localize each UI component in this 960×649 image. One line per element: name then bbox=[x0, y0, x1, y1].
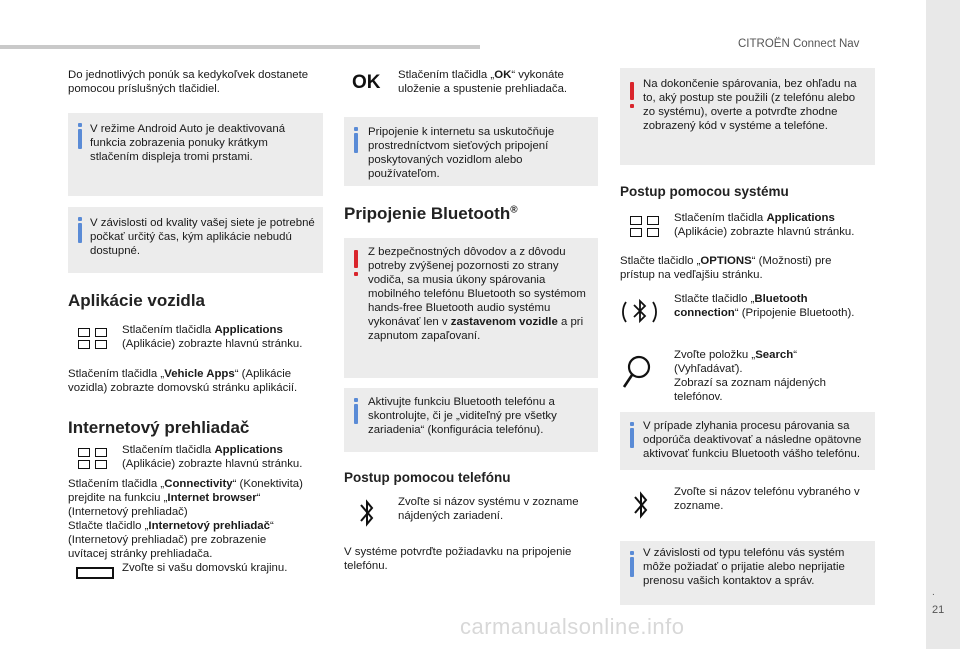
heading-phone-procedure: Postup pomocou telefónu bbox=[344, 470, 511, 485]
note-contacts-transfer bbox=[620, 541, 875, 605]
warning-icon bbox=[630, 82, 634, 100]
warning-text: Z bezpečnostných dôvodov a z dôvodu potreby zvýšenej pozornosti zo strany vodiča, sa musia úkony spárovania mobilného telefónu Bluetooth so systémom hands-free Bluetooth audio systému vykonávať len v zastavenom vozidle a pri zapnutom zapaľovaní. bbox=[368, 246, 586, 342]
note-network bbox=[68, 207, 323, 273]
info-icon bbox=[630, 557, 634, 577]
page-number: 21 bbox=[932, 604, 945, 616]
country-bar-icon bbox=[76, 567, 114, 579]
bluetooth-icon bbox=[632, 488, 650, 522]
ok-icon: OK bbox=[352, 72, 381, 93]
step-applications: Stlačením tlačidla Applications (Aplikácie) zobrazte hlavnú stránku. bbox=[674, 212, 855, 238]
warning-pairing bbox=[620, 68, 875, 165]
note-bluetooth-visible bbox=[344, 388, 598, 452]
note-text: V závislosti od kvality vašej siete je potrebné počkať určitý čas, kým aplikácie nebudú dostupné. bbox=[90, 217, 315, 257]
bluetooth-connection-icon bbox=[618, 290, 662, 334]
applications-icon bbox=[78, 448, 108, 470]
step-search: Zvoľte položku „Search“ (Vyhľadávať). Zobrazí sa zoznam nájdených telefónov. bbox=[674, 349, 826, 403]
info-icon bbox=[78, 223, 82, 243]
step-applications: Stlačením tlačidla Applications (Aplikácie) zobrazte hlavnú stránku. bbox=[122, 444, 303, 470]
side-tab bbox=[926, 0, 960, 649]
step-phone-select: Zvoľte si názov systému v zozname nájdených zariadení. bbox=[398, 496, 579, 522]
step-options: Stlačte tlačidlo „OPTIONS“ (Možnosti) pre prístup na vedľajšiu stránku. bbox=[620, 255, 832, 281]
page-dot: . bbox=[932, 587, 935, 598]
applications-icon bbox=[630, 216, 660, 238]
warning-text: Na dokončenie spárovania, bez ohľadu na to, aký postup ste použili (z telefónu alebo zo systému), overte a potvrďte zhodne zobrazený kód v systéme a telefóne. bbox=[643, 78, 857, 132]
info-icon bbox=[78, 129, 82, 149]
heading-system-procedure: Postup pomocou systému bbox=[620, 184, 789, 199]
warning-icon bbox=[354, 250, 358, 268]
step-phone-confirm: V systéme potvrďte požiadavku na pripojenie telefónu. bbox=[344, 546, 572, 572]
info-icon bbox=[630, 428, 634, 448]
applications-icon bbox=[78, 328, 108, 350]
search-icon bbox=[620, 352, 654, 392]
heading-bluetooth: Pripojenie Bluetooth® bbox=[344, 204, 518, 223]
step-choose-phone: Zvoľte si názov telefónu vybraného v zozname. bbox=[674, 486, 860, 512]
note-text: V závislosti od typu telefónu vás systém môže požiadať o prijatie alebo neprijatie prenosu vašich kontaktov a správ. bbox=[643, 547, 845, 587]
step-applications: Stlačením tlačidla Applications (Aplikácie) zobrazte hlavnú stránku. bbox=[122, 324, 303, 350]
step-ok: Stlačením tlačidla „OK“ vykonáte uloženie a spustenie prehliadača. bbox=[398, 69, 568, 95]
intro-text: Do jednotlivých ponúk sa kedykoľvek dostanete pomocou príslušných tlačidiel. bbox=[68, 69, 309, 95]
note-internet bbox=[344, 117, 598, 186]
top-rule bbox=[0, 45, 480, 49]
step-connectivity: Stlačením tlačidla „Connectivity“ (Konektivita) prejdite na funkciu „Internet browser“ (Internetový prehliadač) bbox=[68, 478, 303, 518]
note-text: V prípade zlyhania procesu párovania sa odporúča deaktivovať a následne opätovne aktivovať funkciu Bluetooth vášho telefónu. bbox=[643, 420, 862, 460]
watermark: carmanualsonline.info bbox=[460, 614, 685, 639]
note-text: V režime Android Auto je deaktivovaná funkcia zobrazenia ponuky krátkym stlačením displeja tromi prstami. bbox=[90, 123, 286, 163]
info-icon bbox=[354, 133, 358, 153]
warning-bluetooth bbox=[344, 238, 598, 378]
note-android-auto bbox=[68, 113, 323, 196]
note-pairing-fail bbox=[620, 412, 875, 470]
heading-internet-browser: Internetový prehliadač bbox=[68, 418, 250, 437]
step-internet-browser: Stlačte tlačidlo „Internetový prehliadač“ (Internetový prehliadač) pre zobrazenie uvítacej stránky prehliadača. bbox=[68, 520, 274, 560]
step-country: Zvoľte si vašu domovskú krajinu. bbox=[122, 562, 288, 574]
note-text: Aktivujte funkciu Bluetooth telefónu a skontrolujte, či je „viditeľný pre všetky zariadenia“ (konfigurácia telefónu). bbox=[368, 396, 557, 436]
bluetooth-icon bbox=[358, 496, 376, 530]
info-icon bbox=[354, 404, 358, 424]
step-bluetooth-connection: Stlačte tlačidlo „Bluetooth connection“ (Pripojenie Bluetooth). bbox=[674, 293, 855, 319]
note-text: Pripojenie k internetu sa uskutočňuje prostredníctvom sieťových pripojení poskytovaných vozidlom alebo používateľom. bbox=[368, 126, 555, 180]
heading-vehicle-apps: Aplikácie vozidla bbox=[68, 291, 205, 310]
header-title: CITROËN Connect Nav bbox=[738, 38, 860, 50]
step-vehicle-apps: Stlačením tlačidla „Vehicle Apps“ (Aplikácie vozidla) zobrazte domovskú stránku aplikácií. bbox=[68, 368, 298, 394]
